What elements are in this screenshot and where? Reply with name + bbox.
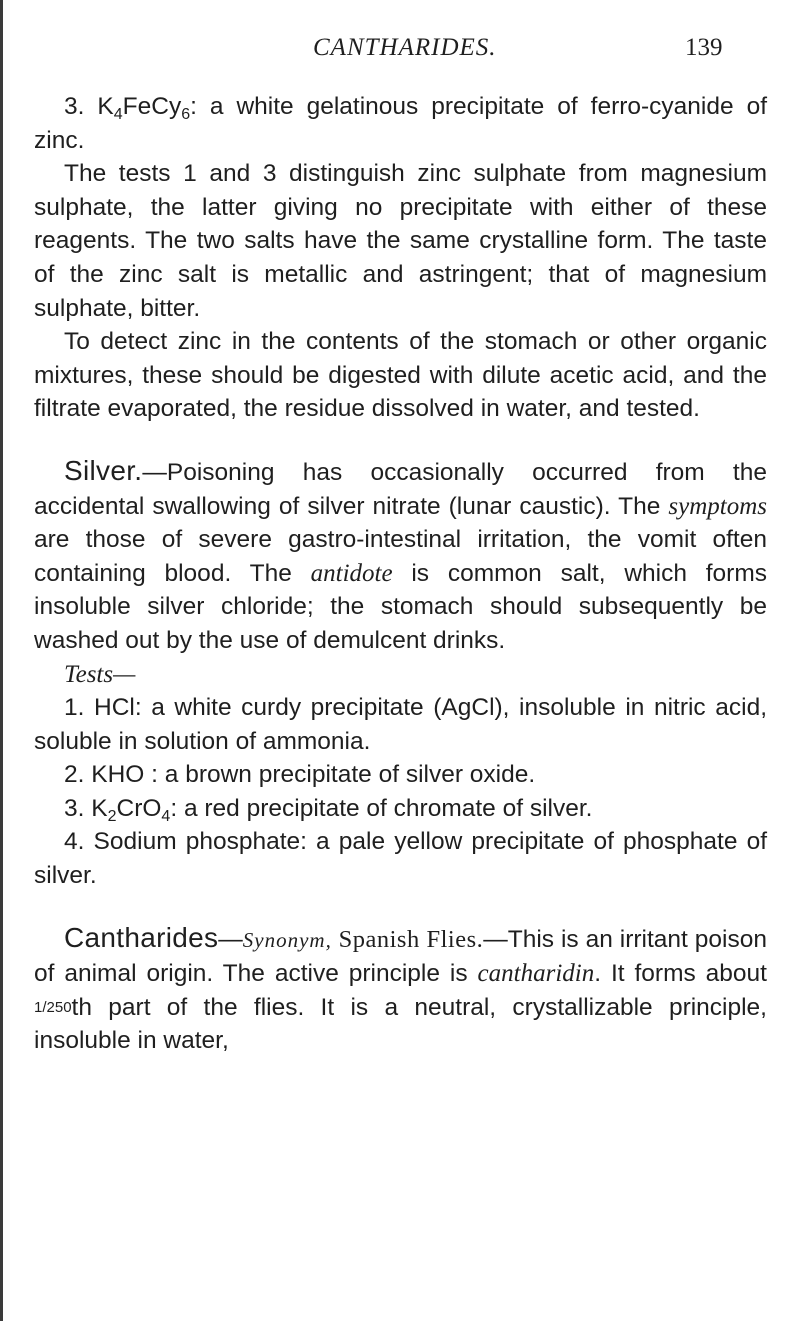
test-number: 3. (64, 794, 85, 822)
zinc-test-3 (34, 90, 767, 157)
test-number: 4. (64, 828, 85, 856)
silver-test-4 (34, 825, 767, 892)
synonym-label: Synonym, (242, 927, 332, 952)
test-number: 3. (64, 93, 85, 120)
test-description: : a white gelatinous precipitate of ferro-cyanide of zinc. (34, 93, 768, 154)
formula-part: CrO (116, 794, 162, 822)
section-gap (34, 893, 767, 921)
formula-subscript: 4 (113, 106, 123, 123)
paragraph-text: are those of severe gastro-intestinal irritation, the vomit often containing blood. The (34, 526, 767, 587)
zinc-distinguish-paragraph: The tests 1 and 3 distinguish zinc sulphate from magnesium sulphate, the latter giving no precipitate with either of these reagents. The two salts have the same crystalline form. The taste of the zinc salt is metallic and astringent; that of magnesium sulphate, bitter. (34, 160, 767, 322)
formula-subscript: 6 (181, 106, 191, 123)
italic-term: symptoms (668, 492, 767, 520)
cantharides-paragraph (34, 921, 767, 1058)
section-gap (34, 426, 767, 454)
fraction: 1/250 (34, 998, 72, 1016)
paragraph-text: . It forms about (594, 960, 767, 988)
test-description: Sodium phosphate: a pale yellow precipitate of phosphate of silver. (34, 828, 768, 890)
test-description: : a red precipitate of chromate of silver. (170, 794, 593, 822)
italic-term: cantharidin (477, 960, 595, 988)
silver-test-1 (34, 691, 767, 758)
silver-test-3 (34, 792, 767, 826)
synonym-value: Spanish Flies. (331, 925, 484, 953)
dash: — (218, 925, 243, 953)
paragraph-text: —Poisoning has occasionally occurred from the accidental swallowing of silver nitrate (lunar caustic). The (34, 458, 767, 520)
zinc-detect-paragraph: To detect zinc in the contents of the stomach or other organic mixtures, these should be digested with dilute acetic acid, and the filtrate evaporated, the residue dissolved in water, and tested. (34, 328, 767, 423)
paragraph-text: —This is an irritant poison of animal origin. The active principle is (34, 925, 767, 988)
formula-subscript: 4 (161, 807, 171, 825)
silver-test-2 (34, 758, 767, 792)
paragraph-text: is common salt, which forms insoluble silver chloride; the stomach should subsequently be washed out by the use of demulcent drinks. (34, 559, 767, 654)
formula-part: K (91, 794, 108, 822)
silver-intro-paragraph (34, 454, 767, 658)
page-number: 139 (685, 34, 723, 61)
silver-tests-label: Tests— (64, 660, 136, 688)
formula-subscript: 2 (107, 807, 117, 825)
paragraph-text: th part of the flies. It is a neutral, crystallizable principle, insoluble in water, (34, 993, 767, 1055)
test-description: KHO : a brown precipitate of silver oxide. (91, 761, 536, 789)
page-edge-rule (0, 0, 3, 1321)
cantharides-heading: Cantharides (64, 921, 219, 953)
test-number: 1. (64, 694, 85, 722)
test-description: HCl: a white curdy precipitate (AgCl), insoluble in nitric acid, soluble in solution of ammonia. (34, 694, 767, 755)
test-number: 2. (64, 761, 85, 789)
page-header (0, 30, 800, 70)
silver-heading: Silver. (64, 454, 143, 486)
formula-part: K (97, 93, 114, 120)
running-head: CANTHARIDES. (313, 34, 497, 61)
formula-part: FeCy (122, 93, 182, 120)
page-body (34, 90, 767, 1058)
italic-term: antidote (310, 559, 393, 587)
